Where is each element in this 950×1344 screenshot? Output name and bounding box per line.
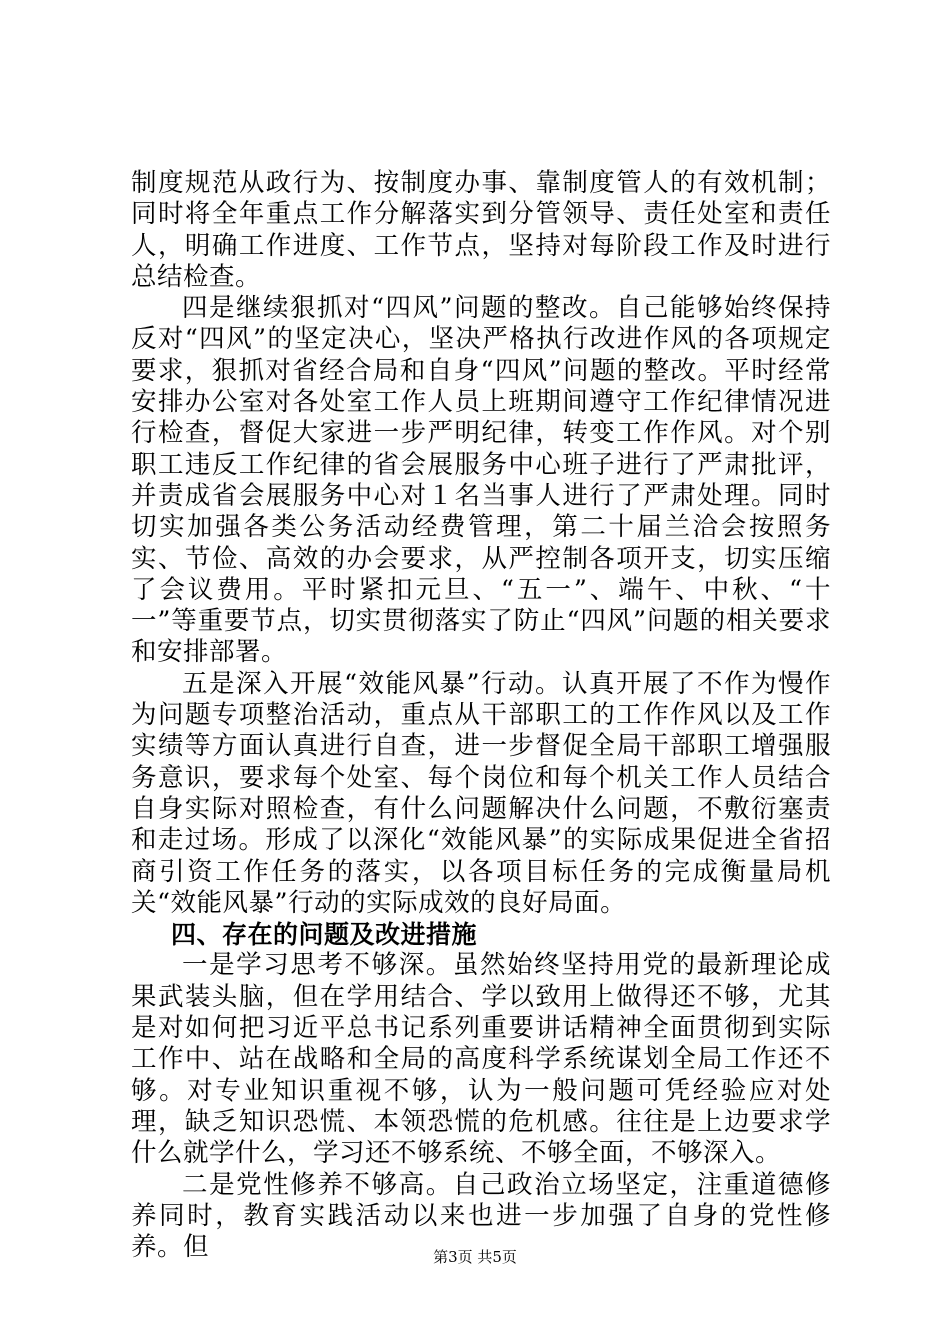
paragraph-party-spirit: 二是党性修养不够高。自己政治立场坚定，注重道德修养同时，教育实践活动以来也进一步加强了自身的党性修养。但 [131, 1169, 831, 1263]
paragraph-study: 一是学习思考不够深。虽然始终坚持用党的最新理论成果武装头脑，但在学用结合、学以致用上做得还不够，尤其是对如何把习近平总书记系列重要讲话精神全面贯彻到实际工作中、站在战略和全局的高度科学系统谋划全局工作还不够。对专业知识重视不够，认为一般问题可凭经验应对处理，缺乏知识恐慌、本领恐慌的危机感。往往是上边要求学什么就学什么，学习还不够系统、不够全面，不够深入。 [131, 950, 831, 1169]
page-number-footer: 第3页 共5页 [433, 1248, 517, 1266]
document-body [131, 168, 831, 1263]
section-heading-problems: 四、存在的问题及改进措施 [171, 920, 478, 950]
paragraph-continued: 制度规范从政行为、按制度办事、靠制度管人的有效机制；同时将全年重点工作分解落实到分管领导、责任处室和责任人，明确工作进度、工作节点，坚持对每阶段工作及时进行总结检查。 [131, 168, 831, 292]
paragraph-four-winds: 四是继续狠抓对“四风”问题的整改。自己能够始终保持反对“四风”的坚定决心，坚决严格执行改进作风的各项规定要求，狠抓对省经合局和自身“四风”问题的整改。平时经常安排办公室对各处室工作人员上班期间遵守工作纪律情况进行检查，督促大家进一步严明纪律，转变工作作风。对个别职工违反工作纪律的省会展服务中心班子进行了严肃批评，并责成省会展服务中心对１名当事人进行了严肃处理。同时切实加强各类公务活动经费管理，第二十届兰洽会按照务实、节俭、高效的办会要求，从严控制各项开支，切实压缩了会议费用。平时紧扣元旦、“五一”、端午、中秋、“十一”等重要节点，切实贯彻落实了防止“四风”问题的相关要求和安排部署。 [131, 293, 831, 668]
paragraph-efficiency-storm: 五是深入开展“效能风暴”行动。认真开展了不作为慢作为问题专项整治活动，重点从干部职工的工作作风以及工作实绩等方面认真进行自查，进一步督促全局干部职工增强服务意识，要求每个处室、每个岗位和每个机关工作人员结合自身实际对照检查，有什么问题解决什么问题，不敷衍塞责和走过场。形成了以深化“效能风暴”的实际成果促进全省招商引资工作任务的落实，以各项目标任务的完成衡量局机关“效能风暴”行动的实际成效的良好局面。 [131, 668, 831, 918]
